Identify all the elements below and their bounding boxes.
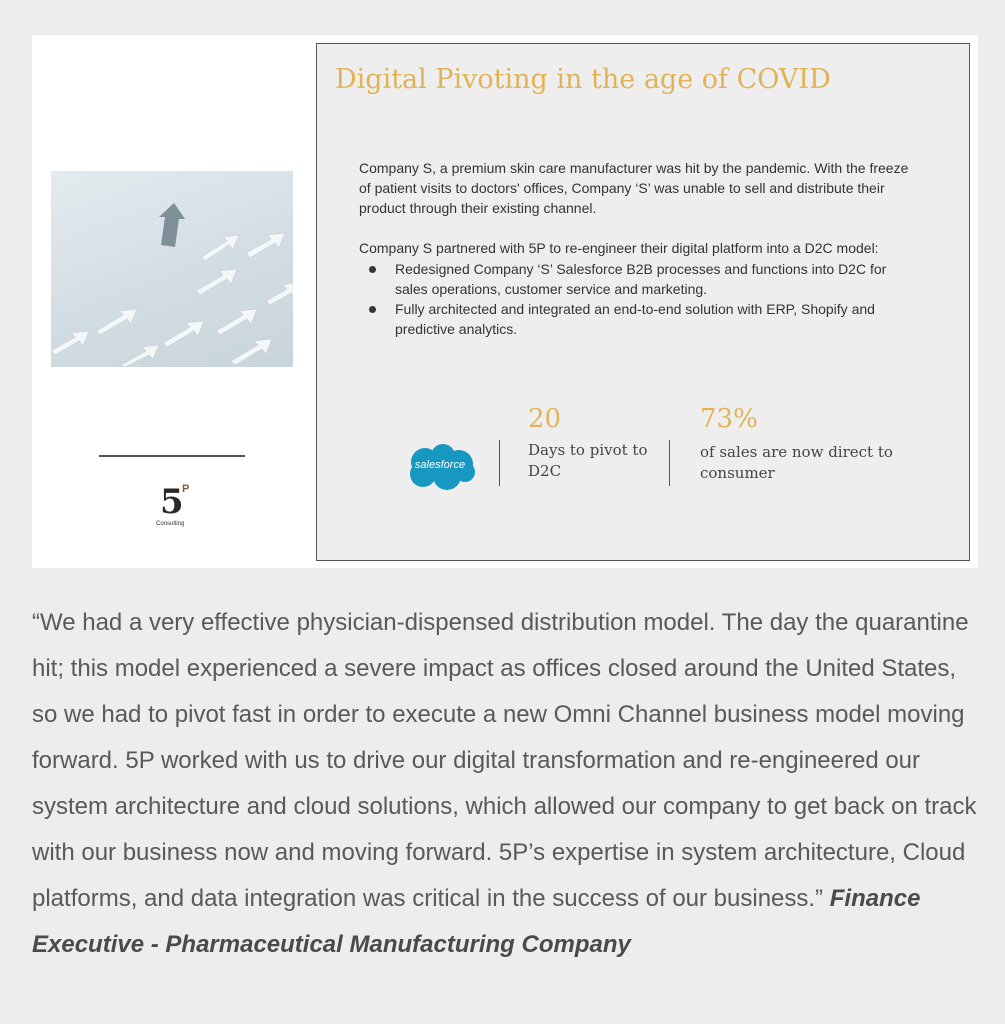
salesforce-wordmark: salesforce	[414, 459, 466, 471]
stat-divider	[499, 440, 500, 486]
bullet-dot-icon	[369, 266, 376, 273]
arrows-image	[51, 171, 293, 367]
5p-logo	[152, 481, 192, 533]
case-study-panel	[316, 43, 970, 561]
testimonial-quote	[32, 600, 982, 968]
quote-text: “We had a very effective physician-dispensed distribution model. The day the quarantine hit; this model experienced a severe impact as offices closed around the United States, so we had to pivot fast in order to execute a new Omni Channel business model moving forward. 5P worked with us to drive our digital transformation and re-engineered our system architecture and cloud solutions, which allowed our company to get back on track with our business now and moving forward. 5P’s expertise in system architecture, Cloud platforms, and data integration was critical in the success of our business.”	[32, 609, 977, 912]
bullet-list	[359, 259, 919, 339]
logo-caption: Consulting	[156, 521, 185, 527]
stat-days-label: Days to pivot to D2C	[528, 441, 648, 480]
divider-line	[99, 455, 245, 457]
salesforce-logo	[403, 442, 477, 494]
bullet-dot-icon	[369, 306, 376, 313]
list-item	[359, 259, 919, 299]
slide-left-column	[32, 35, 316, 568]
slide-title: Digital Pivoting in the age of COVID	[335, 64, 831, 95]
stat-sales-value: 73%	[700, 404, 758, 434]
bullet-text: Redesigned Company ‘S’ Salesforce B2B processes and functions into D2C for sales operations, customer service and marketing.	[395, 261, 887, 297]
stat-divider	[669, 440, 670, 486]
arrows-illustration	[51, 171, 293, 367]
list-item	[359, 299, 919, 339]
logo-superscript: P	[182, 483, 190, 495]
quote-attribution: Finance Executive - Pharmaceutical Manufacturing Company	[32, 885, 921, 958]
intro-paragraph: Company S, a premium skin care manufacturer was hit by the pandemic. With the freeze of patient visits to doctors' offices, Company ‘S’ was unable to sell and distribute their product through their existing channel.	[359, 160, 909, 216]
case-study-slide	[32, 35, 978, 568]
logo-number: 5	[160, 482, 184, 522]
stat-days-value: 20	[528, 404, 562, 434]
bullet-text: Fully architected and integrated an end-to-end solution with ERP, Shopify and predictive analytics.	[395, 301, 875, 337]
stat-sales-label: of sales are now direct to consumer	[700, 443, 893, 482]
partnership-paragraph: Company S partnered with 5P to re-engineer their digital platform into a D2C model:	[359, 240, 879, 256]
